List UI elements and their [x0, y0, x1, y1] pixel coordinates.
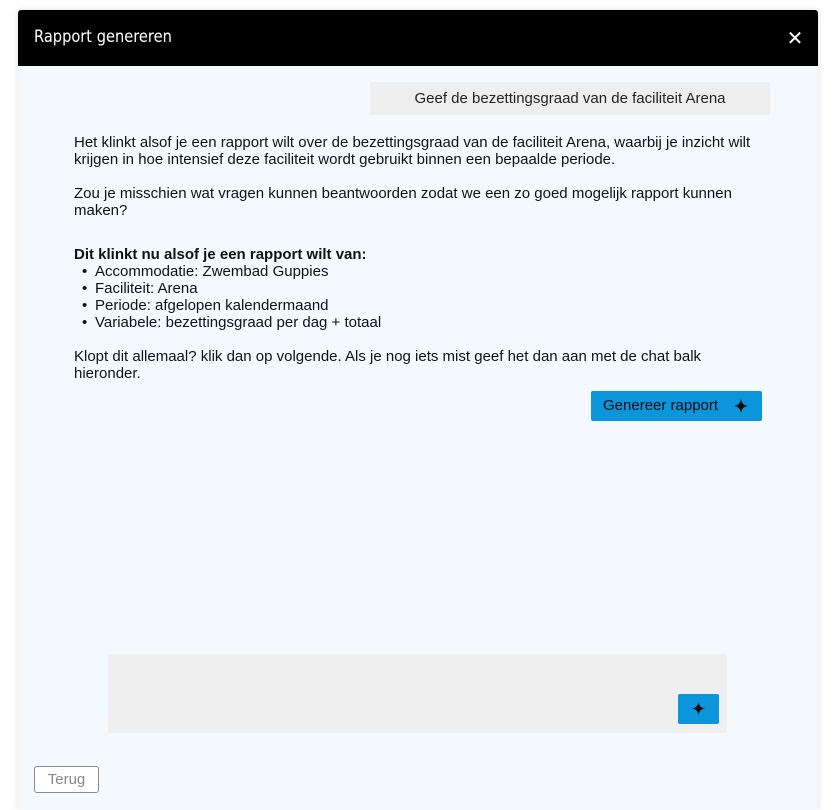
assistant-paragraph-intro: Het klinkt alsof je een rapport wilt over de bezettingsgraad van de faciliteit Arena, waarbij je inzicht wilt krijgen in hoe intensief deze faciliteit wordt gebruikt binnen een bepaalde periode.	[74, 134, 751, 168]
modal-header	[18, 10, 818, 66]
user-message-bubble: Geef de bezettingsgraad van de faciliteit Arena	[370, 82, 770, 115]
summary-item-period: • Periode: afgelopen kalendermaand	[74, 297, 754, 314]
assistant-message	[74, 134, 754, 382]
sparkle-icon	[692, 702, 705, 715]
summary-item-facility: • Faciliteit: Arena	[74, 280, 754, 297]
generate-report-button[interactable]	[591, 391, 762, 421]
report-modal	[18, 10, 818, 810]
summary-list	[74, 263, 754, 331]
assistant-paragraph-question: Zou je misschien wat vragen kunnen beantwoorden zodat we een zo goed mogelijk rapport kunnen maken?	[74, 185, 732, 219]
send-button[interactable]	[678, 694, 719, 724]
close-icon[interactable]: ✕	[786, 26, 804, 50]
assistant-paragraph-confirm: Klopt dit allemaal? klik dan op volgende. Als je nog iets mist geef het dan aan met de chat balk hieronder.	[74, 348, 702, 382]
summary-item-variable: • Variabele: bezettingsgraad per dag + totaal	[74, 314, 754, 331]
summary-heading: Dit klinkt nu alsof je een rapport wilt van:	[74, 246, 367, 263]
generate-report-label: Genereer rapport	[603, 397, 719, 414]
back-button[interactable]: Terug	[34, 766, 99, 793]
modal-title: Rapport genereren	[34, 27, 172, 47]
sparkle-icon	[734, 399, 748, 413]
chat-bar	[108, 654, 727, 733]
chat-input[interactable]	[108, 654, 668, 733]
summary-item-accommodation: • Accommodatie: Zwembad Guppies	[74, 263, 754, 280]
